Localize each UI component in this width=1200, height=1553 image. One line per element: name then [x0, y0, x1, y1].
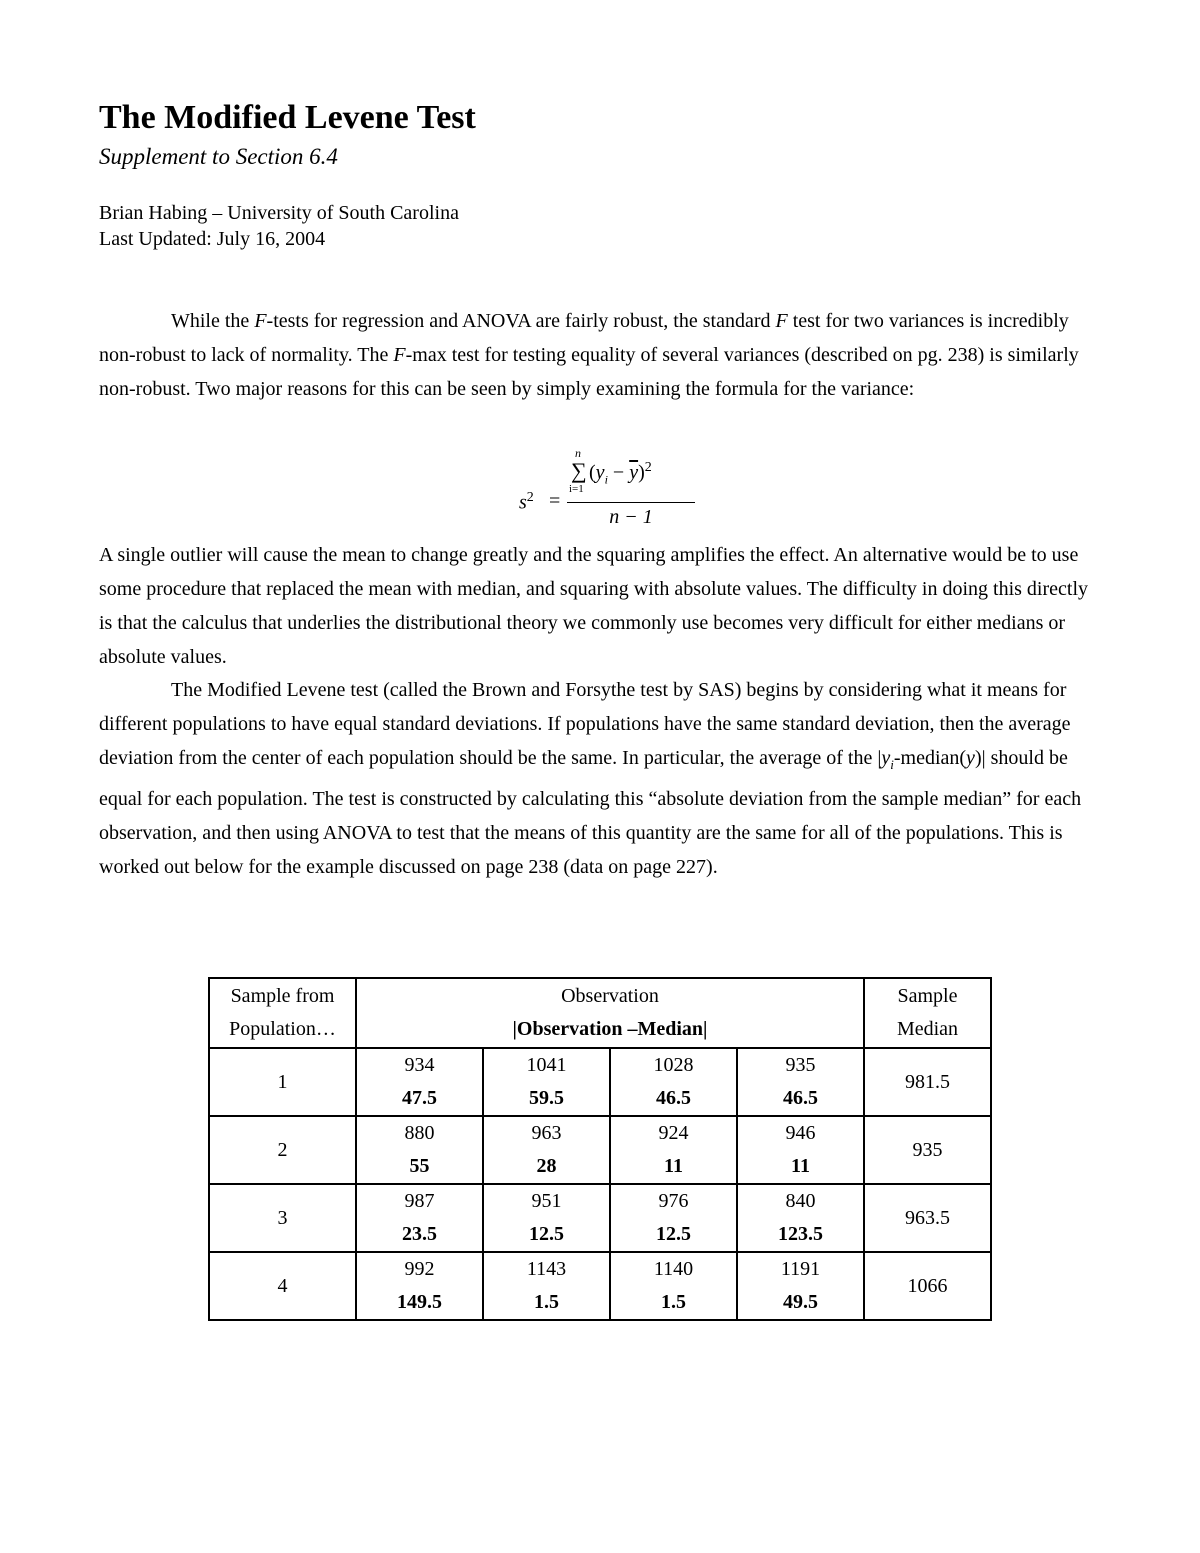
observation-cell	[356, 1184, 483, 1252]
sigma-lower-limit: i=1	[569, 483, 584, 495]
para1-text-d: -max test for testing equality of several variances (described on pg. 238) is similarly non-robust. Two major reasons for this can be seen by simply examining the formula for the variance:	[99, 344, 1079, 400]
observation-cell	[356, 1252, 483, 1320]
para3-text-a: The Modified Levene test (called the Brown and Forsythe test by SAS) begins by considering what it means for different populations to have equal standard deviations. If populations have the same standard deviation, then the average deviation from the center of each population should be the same. In particular, the average of the |	[99, 679, 1071, 769]
absolute-deviation-value: 11	[791, 1155, 810, 1177]
table-row	[209, 1116, 991, 1184]
levene-data-table	[208, 977, 992, 1321]
header-observation-line2: |Observation –Median|	[512, 1018, 708, 1040]
para3-y: y	[966, 747, 975, 769]
para1-f2: F	[775, 310, 788, 332]
formula-open-paren: (	[589, 461, 596, 484]
para1-f1: F	[254, 310, 267, 332]
observation-value: 880	[404, 1122, 435, 1144]
absolute-deviation-value: 1.5	[534, 1291, 559, 1313]
formula-denominator: n − 1	[609, 506, 653, 528]
table-row	[209, 1252, 991, 1320]
table-row	[209, 1048, 991, 1116]
fraction-bar	[567, 502, 695, 503]
formula-ybar: $\overline{y}$	[629, 461, 639, 484]
observation-cell	[356, 1116, 483, 1184]
para3-text-c: )| should be equal for each population. The test is constructed by calculating this “absolute deviation from the sample median” for each observation, and then using ANOVA to test that the means of this quantity are the same for all of the populations. This is worked out below for the example discussed on page 238 (data on page 227).	[99, 747, 1082, 878]
absolute-deviation-value: 59.5	[529, 1087, 564, 1109]
absolute-deviation-value: 46.5	[656, 1087, 691, 1109]
formula-minus: −	[607, 461, 630, 484]
para1-f3: F	[393, 344, 406, 366]
header-median-line1: Sample	[897, 985, 958, 1007]
observation-cell	[610, 1252, 737, 1320]
formula-s-exponent: 2	[526, 490, 534, 505]
population-cell: 1	[209, 1048, 356, 1116]
paragraph-intro	[99, 304, 1099, 406]
absolute-deviation-value: 49.5	[783, 1291, 818, 1313]
observation-value: 946	[785, 1122, 816, 1144]
sigma-symbol: ∑	[571, 458, 587, 483]
observation-value: 992	[404, 1258, 435, 1280]
formula-yi: y	[595, 461, 605, 484]
formula-s: s	[519, 491, 527, 514]
absolute-deviation-value: 55	[409, 1155, 430, 1177]
population-cell: 3	[209, 1184, 356, 1252]
absolute-deviation-value: 28	[536, 1155, 557, 1177]
header-observation	[356, 978, 864, 1048]
formula-lhs	[519, 490, 534, 515]
para1-text-a: While the	[171, 310, 255, 332]
population-cell: 2	[209, 1116, 356, 1184]
sample-median-cell: 935	[864, 1116, 991, 1184]
absolute-deviation-value: 47.5	[402, 1087, 437, 1109]
para1-text-b: -tests for regression and ANOVA are fairly robust, the standard	[266, 310, 776, 332]
observation-cell	[737, 1048, 864, 1116]
observation-value: 1041	[526, 1054, 567, 1076]
sigma-upper-limit: n	[575, 446, 581, 460]
absolute-deviation-value: 12.5	[656, 1223, 691, 1245]
observation-cell	[737, 1116, 864, 1184]
formula-equals: =	[549, 490, 561, 512]
paragraph-outlier: A single outlier will cause the mean to change greatly and the squaring amplifies the effect. An alternative would be to use some procedure that replaced the mean with median, and squaring with absolute values. The difficulty in doing this directly is that the calculus that underlies the distributional theory we commonly use becomes very difficult for either medians or absolute values.	[99, 544, 1088, 668]
observation-value: 1028	[653, 1054, 694, 1076]
header-population-line1: Sample from	[230, 985, 335, 1007]
observation-cell	[610, 1184, 737, 1252]
sample-median-cell: 981.5	[864, 1048, 991, 1116]
observation-value: 987	[404, 1190, 435, 1212]
observation-value: 935	[785, 1054, 816, 1076]
para3-text-b: -median(	[893, 747, 967, 769]
observation-value: 976	[658, 1190, 689, 1212]
absolute-deviation-value: 1.5	[661, 1291, 686, 1313]
observation-cell	[483, 1252, 610, 1320]
observation-cell	[356, 1048, 483, 1116]
paragraph-modified-levene	[99, 673, 1099, 884]
observation-cell	[483, 1184, 610, 1252]
observation-value: 924	[658, 1122, 689, 1144]
absolute-deviation-value: 11	[664, 1155, 683, 1177]
absolute-deviation-value: 123.5	[778, 1223, 823, 1245]
observation-value: 951	[531, 1190, 562, 1212]
header-median-line2: Median	[896, 1018, 959, 1040]
observation-value: 934	[404, 1054, 435, 1076]
observation-cell	[737, 1184, 864, 1252]
observation-value: 1191	[780, 1258, 821, 1280]
formula-numerator	[589, 460, 652, 488]
absolute-deviation-value: 12.5	[529, 1223, 564, 1245]
observation-cell	[610, 1048, 737, 1116]
observation-value: 963	[531, 1122, 562, 1144]
absolute-deviation-value: 149.5	[397, 1291, 442, 1313]
table-header-row	[209, 978, 991, 1048]
header-observation-line1: Observation	[561, 985, 659, 1007]
observation-value: 1143	[526, 1258, 567, 1280]
observation-cell	[483, 1116, 610, 1184]
author-line: Brian Habing – University of South Carolina	[99, 202, 459, 224]
header-population	[209, 978, 356, 1048]
observation-cell	[737, 1252, 864, 1320]
last-updated-line: Last Updated: July 16, 2004	[99, 228, 326, 250]
table-body	[209, 1048, 991, 1320]
observation-cell	[483, 1048, 610, 1116]
document-subtitle: Supplement to Section 6.4	[99, 144, 338, 169]
variance-formula	[515, 446, 690, 532]
sample-median-cell: 963.5	[864, 1184, 991, 1252]
absolute-deviation-value: 46.5	[783, 1087, 818, 1109]
sample-median-cell: 1066	[864, 1252, 991, 1320]
para3-yi-sub: i	[890, 757, 894, 772]
absolute-deviation-value: 23.5	[402, 1223, 437, 1245]
observation-value: 1140	[653, 1258, 694, 1280]
observation-cell	[610, 1116, 737, 1184]
para3-yi: y	[881, 747, 891, 769]
header-population-line2: Population…	[229, 1018, 336, 1040]
formula-close-paren: )	[638, 461, 645, 484]
table-row	[209, 1184, 991, 1252]
formula-square: 2	[644, 460, 652, 475]
population-cell: 4	[209, 1252, 356, 1320]
formula-yi-sub: i	[604, 472, 608, 487]
document-title: The Modified Levene Test	[99, 99, 476, 136]
para1-text-c: test for two variances is incredibly non-robust to lack of normality. The	[99, 310, 1069, 366]
observation-value: 840	[785, 1190, 816, 1212]
header-median	[864, 978, 991, 1048]
